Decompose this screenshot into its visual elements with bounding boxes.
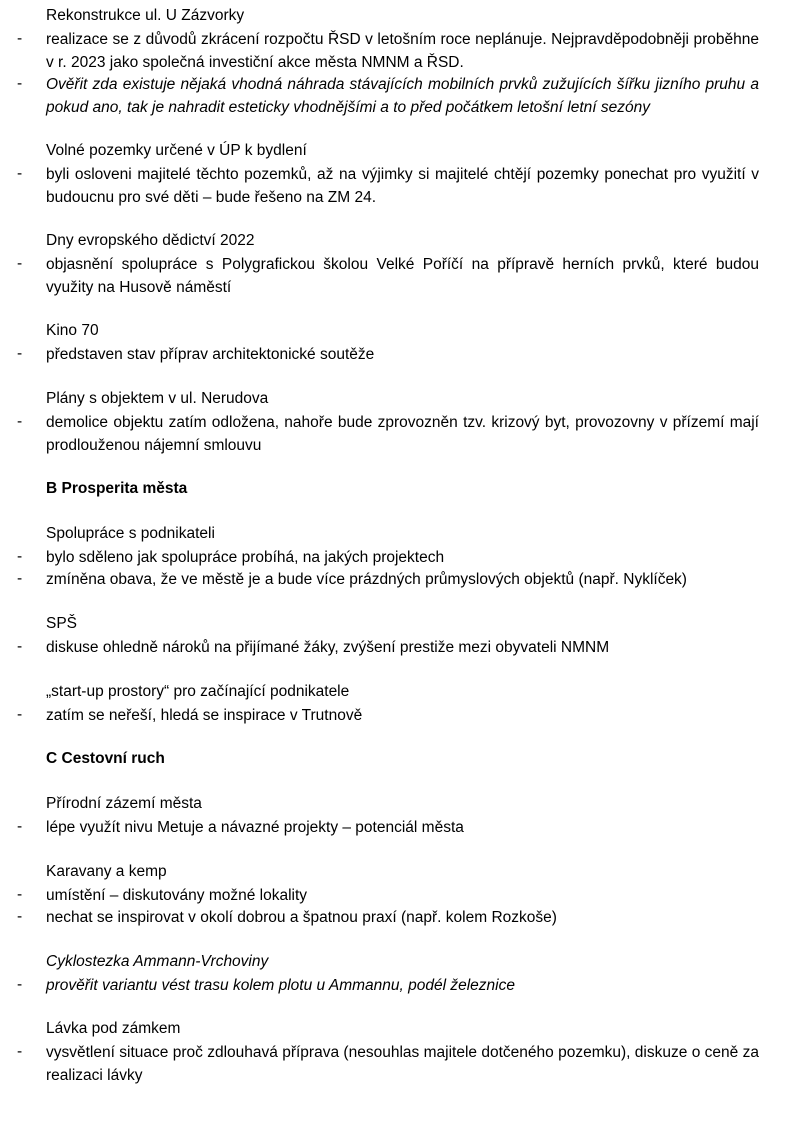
bullet-text: zmíněna obava, že ve městě je a bude více prázdných průmyslových objektů (např. Nyklíček) <box>46 571 687 588</box>
bullet-dash: - <box>17 165 23 182</box>
bullet-dash: - <box>17 706 23 723</box>
bullet-text: demolice objektu zatím odložena, nahoře bude zprovozněn tzv. krizový byt, provozovny v přízemí mají prodlouženou nájemní smlouvu <box>46 414 759 454</box>
bullet-dash: - <box>17 570 23 587</box>
bullet-dash: - <box>17 255 23 272</box>
bullet-text: vysvětlení situace proč zdlouhavá příprava (nesouhlas majitele dotčeného pozemku), diskuze o ceně za realizaci lávky <box>46 1044 759 1084</box>
topic-heading: SPŠ <box>46 615 78 632</box>
topic-heading: „start-up prostory“ pro začínající podnikatele <box>46 683 350 700</box>
bullet-dash: - <box>17 976 23 993</box>
topic-heading: Cyklostezka Ammann-Vrchoviny <box>46 953 269 970</box>
bullet-dash: - <box>17 30 23 47</box>
bullet-dash: - <box>17 1043 23 1060</box>
topic-heading: Volné pozemky určené v ÚP k bydlení <box>46 142 307 159</box>
bullet-dash: - <box>17 413 23 430</box>
bullet-text: představen stav příprav architektonické soutěže <box>46 346 375 363</box>
topic-heading: Kino 70 <box>46 322 99 339</box>
bullet-dash: - <box>17 345 23 362</box>
bullet-text: umístění – diskutovány možné lokality <box>46 887 308 904</box>
bullet-text: lépe využít nivu Metuje a návazné projekty – potenciál města <box>46 819 464 836</box>
bullet-dash: - <box>17 818 23 835</box>
topic-heading: Přírodní zázemí města <box>46 795 202 812</box>
bullet-text: nechat se inspirovat v okolí dobrou a špatnou praxí (např. kolem Rozkoše) <box>46 909 557 926</box>
topic-heading: Plány s objektem v ul. Nerudova <box>46 390 269 407</box>
bullet-text: prověřit variantu vést trasu kolem plotu u Ammannu, podél železnice <box>46 977 515 994</box>
bullet-text: objasnění spolupráce s Polygrafickou školou Velké Poříčí na přípravě herních prvků, které budou využity na Husově náměstí <box>46 256 759 296</box>
topic-heading: Spolupráce s podnikateli <box>46 525 215 542</box>
bullet-dash: - <box>17 75 23 92</box>
bullet-dash: - <box>17 886 23 903</box>
bullet-dash: - <box>17 638 23 655</box>
bullet-text: diskuse ohledně nároků na přijímané žáky, zvýšení prestiže mezi obyvateli NMNM <box>46 639 610 656</box>
bullet-text: realizace se z důvodů zkrácení rozpočtu ŘSD v letošním roce neplánuje. Nejpravděpodobněji proběhne v r. 2023 jako společná investiční akce města NMNM a ŘSD. <box>46 31 759 71</box>
topic-heading: Rekonstrukce ul. U Zázvorky <box>46 7 245 24</box>
bullet-text: zatím se neřeší, hledá se inspirace v Trutnově <box>46 707 363 724</box>
topic-heading: Karavany a kemp <box>46 863 167 880</box>
bullet-text: bylo sděleno jak spolupráce probíhá, na jakých projektech <box>46 549 445 566</box>
bullet-dash: - <box>17 908 23 925</box>
bullet-text: byli osloveni majitelé těchto pozemků, až na výjimky si majitelé chtějí pozemky ponechat pro využití v budoucnu pro své děti – bude řešeno na ZM 24. <box>46 166 759 206</box>
bullet-dash: - <box>17 548 23 565</box>
section-heading: B Prosperita města <box>46 480 188 497</box>
bullet-text: Ověřit zda existuje nějaká vhodná náhrada stávajících mobilních prvků zužujících šířku jizního pruhu a pokud ano, tak je nahradit esteticky vhodnějšími a to před počátkem letošní letní sezóny <box>46 76 759 116</box>
section-heading: C Cestovní ruch <box>46 750 165 767</box>
topic-heading: Dny evropského dědictví 2022 <box>46 232 255 249</box>
topic-heading: Lávka pod zámkem <box>46 1020 181 1037</box>
